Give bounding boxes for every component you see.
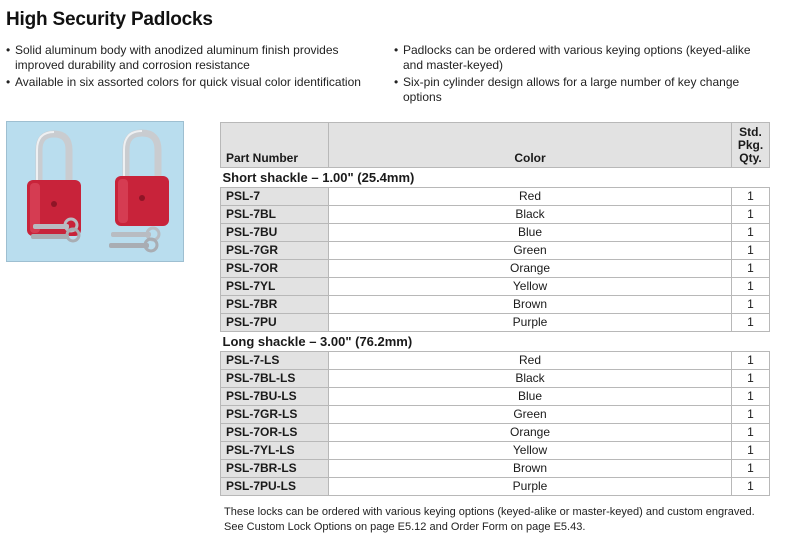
table-row <box>221 478 770 496</box>
table-row <box>221 206 770 224</box>
part-number-cell: PSL-7OR <box>221 260 329 278</box>
color-cell: Yellow <box>329 442 732 460</box>
group-header-row <box>221 168 770 188</box>
part-number-cell: PSL-7PU <box>221 314 329 332</box>
qty-cell: 1 <box>732 406 770 424</box>
table-row <box>221 424 770 442</box>
feature-text: Six-pin cylinder design allows for a large number of key change options <box>403 75 740 104</box>
group-title: Long shackle – 3.00" (76.2mm) <box>221 332 770 352</box>
table-row <box>221 460 770 478</box>
key-icon <box>109 228 159 251</box>
feature-list-right <box>394 43 754 107</box>
part-number-cell: PSL-7OR-LS <box>221 424 329 442</box>
page-title: High Security Padlocks <box>6 9 213 30</box>
color-cell: Brown <box>329 296 732 314</box>
color-cell: Green <box>329 242 732 260</box>
qty-cell: 1 <box>732 478 770 496</box>
table-row <box>221 242 770 260</box>
color-cell: Purple <box>329 478 732 496</box>
part-number-cell: PSL-7BR-LS <box>221 460 329 478</box>
feature-list-left <box>6 43 386 92</box>
qty-cell: 1 <box>732 352 770 370</box>
table-body <box>221 168 770 496</box>
qty-cell: 1 <box>732 424 770 442</box>
table-row <box>221 314 770 332</box>
qty-cell: 1 <box>732 242 770 260</box>
table-row <box>221 442 770 460</box>
padlock-logo-mark <box>51 201 57 207</box>
feature-text: Available in six assorted colors for quick visual color identification <box>15 75 361 89</box>
part-number-cell: PSL-7-LS <box>221 352 329 370</box>
feature-text: Solid aluminum body with anodized aluminum finish provides improved durability and corrosion resistance <box>15 43 339 72</box>
part-number-cell: PSL-7BU <box>221 224 329 242</box>
color-cell: Brown <box>329 460 732 478</box>
header-qty-line: Pkg. <box>737 138 764 152</box>
qty-cell: 1 <box>732 188 770 206</box>
bullet-dot: • <box>394 75 399 89</box>
color-cell: Green <box>329 406 732 424</box>
qty-cell: 1 <box>732 260 770 278</box>
part-number-cell: PSL-7BL <box>221 206 329 224</box>
table-row <box>221 224 770 242</box>
padlock-product-photo <box>6 121 184 262</box>
table-row <box>221 388 770 406</box>
color-cell: Red <box>329 188 732 206</box>
long-shackle <box>126 133 158 180</box>
qty-cell: 1 <box>732 296 770 314</box>
qty-cell: 1 <box>732 370 770 388</box>
part-number-cell: PSL-7GR <box>221 242 329 260</box>
group-title: Short shackle – 1.00" (25.4mm) <box>221 168 770 188</box>
feature-bullet <box>6 75 386 90</box>
part-number-cell: PSL-7PU-LS <box>221 478 329 496</box>
part-number-cell: PSL-7BU-LS <box>221 388 329 406</box>
feature-bullet <box>6 43 386 73</box>
part-number-cell: PSL-7BL-LS <box>221 370 329 388</box>
header-qty-line: Qty. <box>739 151 762 165</box>
bullet-dot: • <box>6 43 11 57</box>
color-cell: Red <box>329 352 732 370</box>
table-header-row <box>221 123 770 168</box>
feature-bullet <box>394 75 754 105</box>
header-std-pkg-qty <box>732 123 770 168</box>
table-row <box>221 352 770 370</box>
long-shackle-padlock <box>109 131 169 251</box>
header-qty-line: Std. <box>739 125 762 139</box>
part-number-cell: PSL-7YL <box>221 278 329 296</box>
footnote <box>224 505 755 535</box>
footnote-line: These locks can be ordered with various keying options (keyed-alike or master-keyed) and custom engraved. <box>224 506 755 518</box>
color-cell: Yellow <box>329 278 732 296</box>
table-row <box>221 296 770 314</box>
color-cell: Black <box>329 370 732 388</box>
qty-cell: 1 <box>732 206 770 224</box>
qty-cell: 1 <box>732 224 770 242</box>
color-cell: Blue <box>329 224 732 242</box>
table-row <box>221 188 770 206</box>
qty-cell: 1 <box>732 314 770 332</box>
color-cell: Purple <box>329 314 732 332</box>
qty-cell: 1 <box>732 460 770 478</box>
color-cell: Black <box>329 206 732 224</box>
color-cell: Orange <box>329 424 732 442</box>
table-row <box>221 278 770 296</box>
bullet-dot: • <box>394 43 399 57</box>
part-number-cell: PSL-7YL-LS <box>221 442 329 460</box>
feature-bullet <box>394 43 754 73</box>
part-number-cell: PSL-7 <box>221 188 329 206</box>
short-shackle-padlock <box>27 132 81 241</box>
table-row <box>221 406 770 424</box>
part-number-cell: PSL-7BR <box>221 296 329 314</box>
qty-cell: 1 <box>732 388 770 406</box>
part-number-cell: PSL-7GR-LS <box>221 406 329 424</box>
color-cell: Orange <box>329 260 732 278</box>
header-part-number: Part Number <box>221 123 329 168</box>
qty-cell: 1 <box>732 442 770 460</box>
feature-text: Padlocks can be ordered with various keying options (keyed-alike and master-keyed) <box>403 43 751 72</box>
header-color: Color <box>329 123 732 168</box>
footnote-line: See Custom Lock Options on page E5.12 and Order Form on page E5.43. <box>224 521 586 533</box>
padlock-logo-mark <box>139 195 145 201</box>
table-row <box>221 260 770 278</box>
group-header-row <box>221 332 770 352</box>
body-highlight <box>118 179 128 223</box>
bullet-dot: • <box>6 75 11 89</box>
qty-cell: 1 <box>732 278 770 296</box>
padlocks-illustration <box>7 122 183 261</box>
parts-table <box>220 122 770 496</box>
table-row <box>221 370 770 388</box>
color-cell: Blue <box>329 388 732 406</box>
short-shackle <box>39 134 69 184</box>
